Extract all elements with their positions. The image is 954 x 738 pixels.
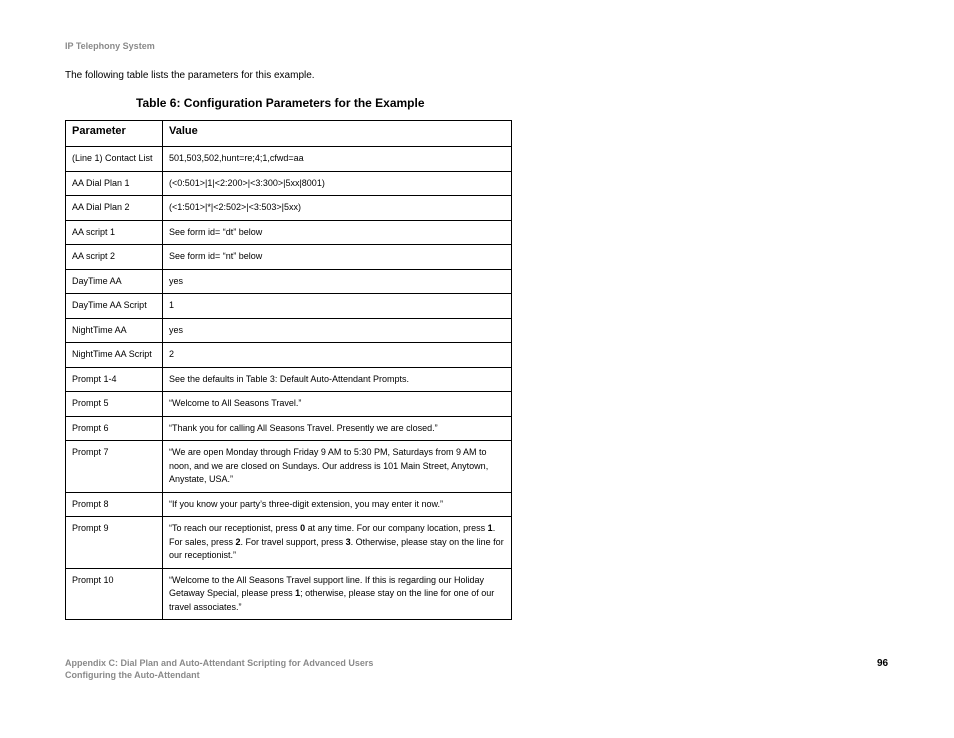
value-text: 1 <box>169 300 175 310</box>
table-row <box>66 392 512 417</box>
parameter-cell: DayTime AA Script <box>66 294 163 319</box>
value-text: See form id= “nt” below <box>169 251 263 261</box>
table-caption: Table 6: Configuration Parameters for the Example <box>136 96 425 110</box>
value-cell <box>163 318 512 343</box>
column-header-value: Value <box>163 121 512 147</box>
parameter-cell: Prompt 1-4 <box>66 367 163 392</box>
value-cell <box>163 269 512 294</box>
value-text: . For travel support, press <box>240 536 346 547</box>
column-header-parameter: Parameter <box>66 121 163 147</box>
parameter-cell: Prompt 5 <box>66 392 163 417</box>
value-emphasis: 2 <box>235 536 241 547</box>
value-text: at any time. For our company location, press <box>305 523 488 533</box>
parameter-cell: NightTime AA Script <box>66 343 163 368</box>
table-row <box>66 318 512 343</box>
parameter-cell: DayTime AA <box>66 269 163 294</box>
parameter-cell: AA Dial Plan 2 <box>66 196 163 221</box>
table-row <box>66 220 512 245</box>
footer-section: Configuring the Auto-Attendant <box>65 670 200 680</box>
value-text: “If you know your party’s three-digit extension, you may enter it now.” <box>169 498 443 509</box>
table-row <box>66 196 512 221</box>
table-row <box>66 441 512 493</box>
intro-text: The following table lists the parameters for this example. <box>65 70 315 81</box>
table-row <box>66 568 512 620</box>
table-row <box>66 147 512 172</box>
table-body <box>66 147 512 620</box>
parameter-cell: Prompt 6 <box>66 416 163 441</box>
value-cell <box>163 343 512 368</box>
parameter-cell: (Line 1) Contact List <box>66 147 163 172</box>
value-text: yes <box>169 275 184 286</box>
value-text: “Thank you for calling All Seasons Travel. Presently we are closed.” <box>169 422 438 433</box>
value-cell <box>163 568 512 620</box>
table-row <box>66 492 512 517</box>
value-cell <box>163 147 512 172</box>
value-cell <box>163 294 512 319</box>
value-text: 2 <box>169 349 175 359</box>
parameter-cell: NightTime AA <box>66 318 163 343</box>
parameter-cell: Prompt 8 <box>66 492 163 517</box>
table-row <box>66 343 512 368</box>
value-text: (<0:501>|1|<2:200>|<3:300>|5xx|8001) <box>169 177 325 188</box>
config-parameters-table <box>65 120 512 620</box>
value-text: ; otherwise, please stay on the line for one of our travel associates.” <box>169 588 495 612</box>
parameter-cell: Prompt 9 <box>66 517 163 569</box>
value-cell <box>163 492 512 517</box>
parameter-cell: Prompt 7 <box>66 441 163 493</box>
value-text: . Otherwise, please stay on the line for our receptionist.” <box>169 536 504 560</box>
parameter-cell: AA script 2 <box>66 245 163 270</box>
table-row <box>66 171 512 196</box>
value-text: “To reach our receptionist, press <box>169 523 301 533</box>
table-row <box>66 294 512 319</box>
value-cell <box>163 517 512 569</box>
table-row <box>66 269 512 294</box>
table-row <box>66 416 512 441</box>
page-number: 96 <box>877 658 889 669</box>
footer-chapter: Appendix C: Dial Plan and Auto-Attendant Scripting for Advanced Users <box>65 658 374 668</box>
value-cell <box>163 196 512 221</box>
value-text: “We are open Monday through Friday 9 AM to 5:30 PM, Saturdays from 9 AM to noon, and we are closed on Sundays. Our address is 101 Main Street, Anytown, Anystate, USA.” <box>169 447 489 484</box>
value-text: See the defaults in Table 3: Default Auto-Attendant Prompts. <box>169 373 409 384</box>
value-cell <box>163 416 512 441</box>
value-text: “Welcome to All Seasons Travel.” <box>169 398 302 408</box>
value-cell <box>163 245 512 270</box>
value-text: . For sales, press <box>169 523 496 547</box>
table-row <box>66 517 512 569</box>
value-text: 501,503,502,hunt=re;4;1,cfwd=aa <box>169 153 304 163</box>
parameter-cell: AA Dial Plan 1 <box>66 171 163 196</box>
value-text: See form id= “dt” below <box>169 226 263 237</box>
table-row <box>66 245 512 270</box>
table-row <box>66 367 512 392</box>
running-header: IP Telephony System <box>65 41 155 51</box>
parameter-cell: AA script 1 <box>66 220 163 245</box>
value-cell <box>163 441 512 493</box>
value-emphasis: 0 <box>300 523 306 533</box>
value-text: “Welcome to the All Seasons Travel support line. If this is regarding our Holiday Getaway Special, please press <box>169 574 484 598</box>
parameter-cell: Prompt 10 <box>66 568 163 620</box>
value-emphasis: 3 <box>345 536 351 547</box>
value-emphasis: 1 <box>487 523 493 533</box>
value-cell <box>163 367 512 392</box>
value-emphasis: 1 <box>295 588 301 598</box>
value-text: yes <box>169 324 184 335</box>
footer <box>65 657 373 681</box>
value-cell <box>163 171 512 196</box>
value-text: (<1:501>|*|<2:502>|<3:503>|5xx) <box>169 202 301 212</box>
table-header-row <box>66 121 512 147</box>
value-cell <box>163 392 512 417</box>
value-cell <box>163 220 512 245</box>
